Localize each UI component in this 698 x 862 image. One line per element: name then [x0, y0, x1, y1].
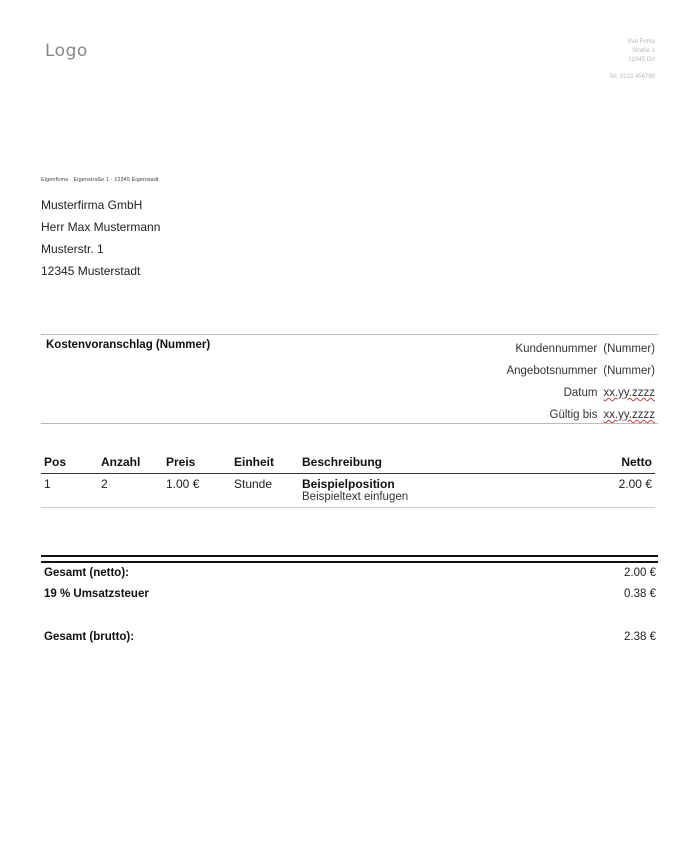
column-header-einheit: Einheit: [231, 453, 299, 474]
meta-value: xx.yy.zzzz: [603, 409, 655, 421]
total-gross-value: 2.38 €: [624, 631, 656, 643]
tax-row: [44, 588, 656, 600]
total-net-label: Gesamt (netto):: [44, 567, 129, 579]
cell-einheit: Stunde: [231, 474, 299, 508]
totals-double-rule: [41, 555, 658, 563]
offer-meta: [506, 338, 655, 426]
column-header-pos: Pos: [41, 453, 98, 474]
meta-label: Kundennummer: [515, 343, 598, 355]
sender-info-block: [609, 38, 655, 82]
recipient-street: Musterstr. 1: [41, 242, 104, 256]
meta-customer-number: [506, 338, 655, 360]
table-row: [41, 474, 655, 508]
table-header-row: [41, 453, 655, 474]
divider: [41, 423, 658, 424]
total-gross-row: [44, 631, 656, 643]
sender-contact: Tel. 0123 456789: [608, 74, 655, 80]
column-header-beschreibung: Beschreibung: [299, 453, 559, 474]
divider: [41, 334, 658, 335]
total-net-row: [44, 567, 656, 579]
logo: Logo: [45, 41, 88, 61]
line-items-table: [41, 453, 655, 508]
recipient-city: 12345 Musterstadt: [41, 264, 141, 278]
tax-value: 0.38 €: [624, 588, 656, 600]
item-title: Beispielposition: [302, 477, 395, 491]
cell-netto: 2.00 €: [559, 474, 655, 508]
total-net-value: 2.00 €: [624, 567, 656, 579]
tax-label: 19 % Umsatzsteuer: [44, 588, 149, 600]
cell-beschreibung: [299, 474, 559, 508]
sender-info-line: Ihre Firma: [627, 39, 655, 45]
sender-return-address: Eigenfirma · Eigenstraße 1 · 12345 Eigenstadt: [41, 177, 159, 183]
meta-label: Gültig bis: [549, 409, 598, 421]
column-header-preis: Preis: [163, 453, 231, 474]
cell-anzahl: 2: [98, 474, 163, 508]
meta-value: (Nummer): [603, 365, 655, 377]
total-gross-label: Gesamt (brutto):: [44, 631, 135, 643]
meta-label: Datum: [563, 387, 598, 399]
item-text: Beispieltext einfugen: [302, 491, 409, 503]
sender-info-line: 12345 Ort: [628, 57, 655, 63]
cell-preis: 1.00 €: [163, 474, 231, 508]
column-header-anzahl: Anzahl: [98, 453, 163, 474]
meta-label: Angebotsnummer: [506, 365, 598, 377]
meta-value: (Nummer): [603, 343, 655, 355]
meta-offer-number: [506, 360, 655, 382]
recipient-name: Herr Max Mustermann: [41, 220, 161, 234]
offer-title: Kostenvoranschlag (Nummer): [46, 339, 211, 351]
column-header-netto: Netto: [559, 453, 655, 474]
cell-pos: 1: [41, 474, 98, 508]
meta-value: xx.yy.zzzz: [603, 387, 655, 399]
sender-info-line: Straße 1: [631, 48, 655, 54]
recipient-address: [41, 194, 160, 282]
meta-date: [506, 382, 655, 404]
recipient-company: Musterfirma GmbH: [41, 198, 143, 212]
